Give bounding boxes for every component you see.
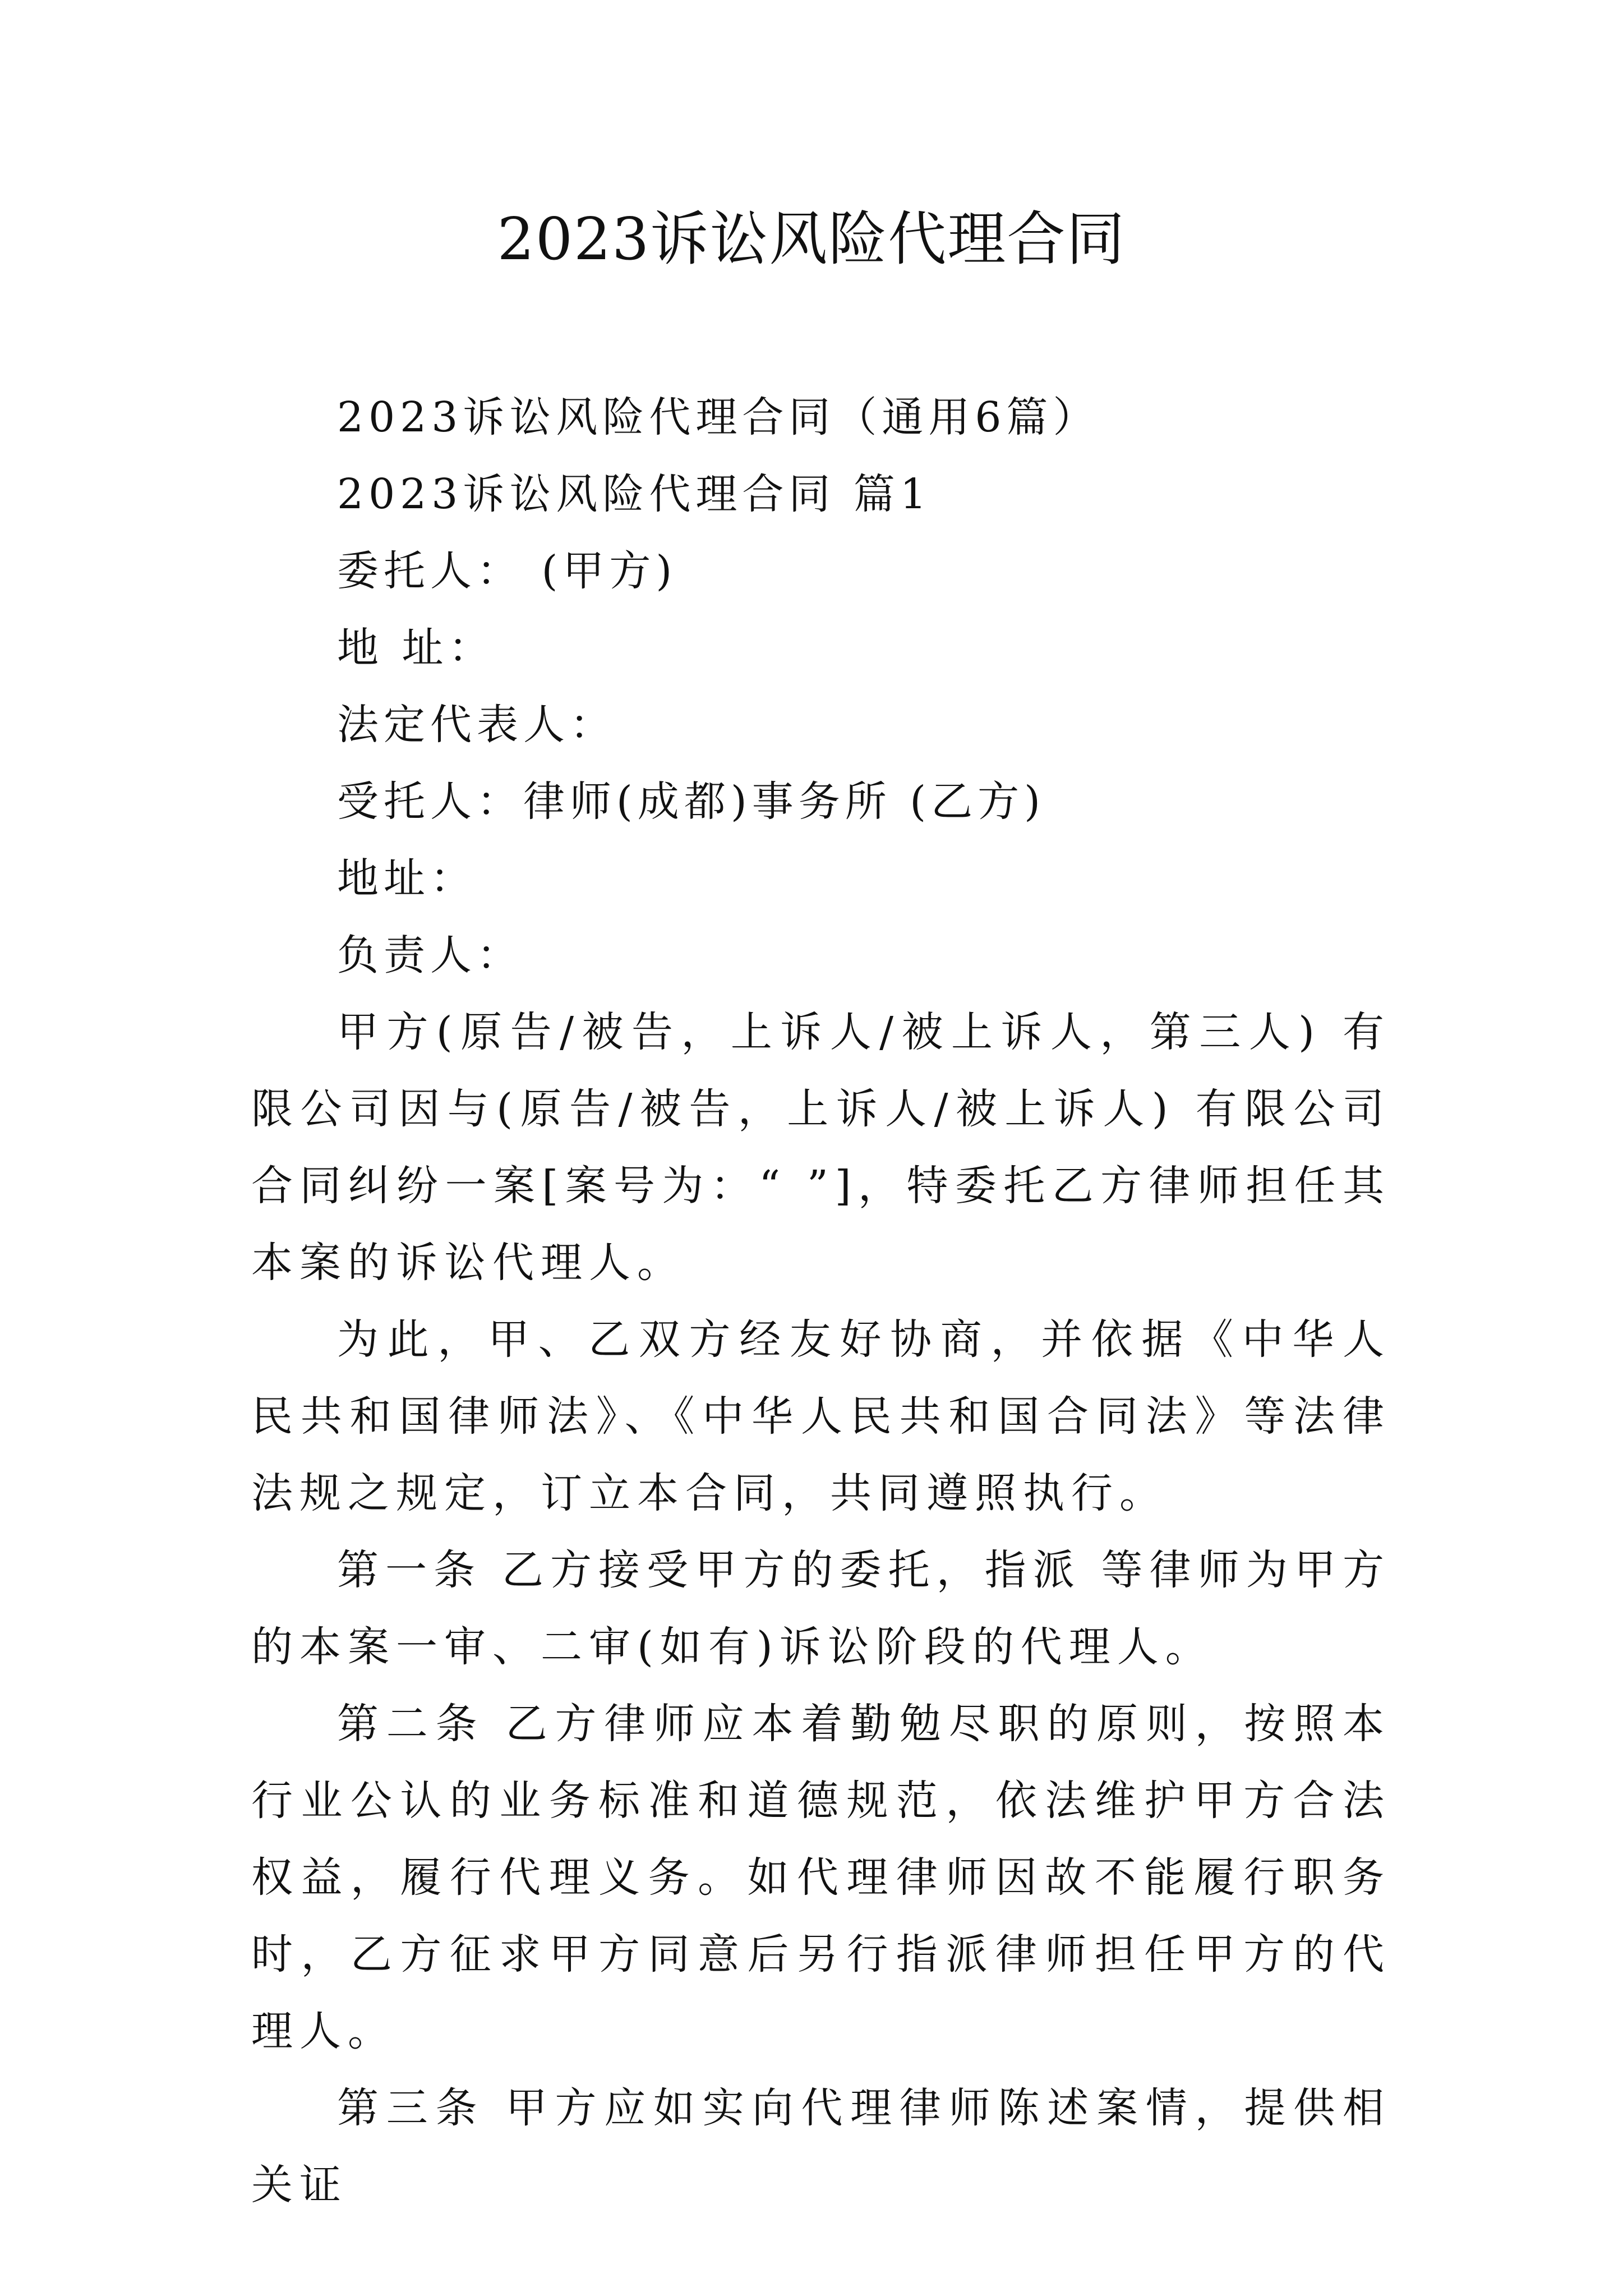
trustee-field: 受托人：律师(成都)事务所 (乙方): [337, 777, 1046, 826]
client-field: 委托人： (甲方): [337, 547, 677, 595]
paragraph-article-2: 第二条 乙方律师应本着勤勉尽职的原则，按照本行业公认的业务标准和道德规范，依法维护甲方合法权益，履行代理义务。如代理律师因故不能履行职务时，乙方征求甲方同意后另行指派律师担任甲方的代理人。: [251, 1700, 1391, 2055]
paragraph-basis: 为此，甲、乙双方经友好协商，并依据《中华人民共和国律师法》、《中华人民共和国合同法》等法律法规之规定，订立本合同，共同遵照执行。: [251, 1315, 1391, 1517]
paragraph-article-3: 第三条 甲方应如实向代理律师陈述案情，提供相关证: [251, 2084, 1391, 2209]
client-address-field: 地 址：: [337, 624, 495, 672]
paragraph-article-1: 第一条 乙方接受甲方的委托，指派 等律师为甲方的本案一审、二审(如有)诉讼阶段的代理人。: [251, 1546, 1391, 1671]
paragraph-preamble: 甲方(原告/被告，上诉人/被上诉人，第三人) 有限公司因与(原告/被告，上诉人/被上诉人) 有限公司 合同纠纷一案[案号为：“ ”]，特委托乙方律师担任其本案的诉讼代理人。: [251, 1008, 1391, 1287]
subtitle-line: 2023诉讼风险代理合同（通用6篇）: [337, 393, 1100, 441]
document-title: 2023诉讼风险代理合同: [497, 205, 1126, 273]
section-heading: 2023诉讼风险代理合同 篇1: [337, 470, 932, 518]
document-body: [251, 379, 1391, 2224]
responsible-person-field: 负责人：: [337, 931, 523, 979]
trustee-address-field: 地址：: [337, 854, 477, 903]
legal-representative-field: 法定代表人：: [337, 701, 616, 749]
